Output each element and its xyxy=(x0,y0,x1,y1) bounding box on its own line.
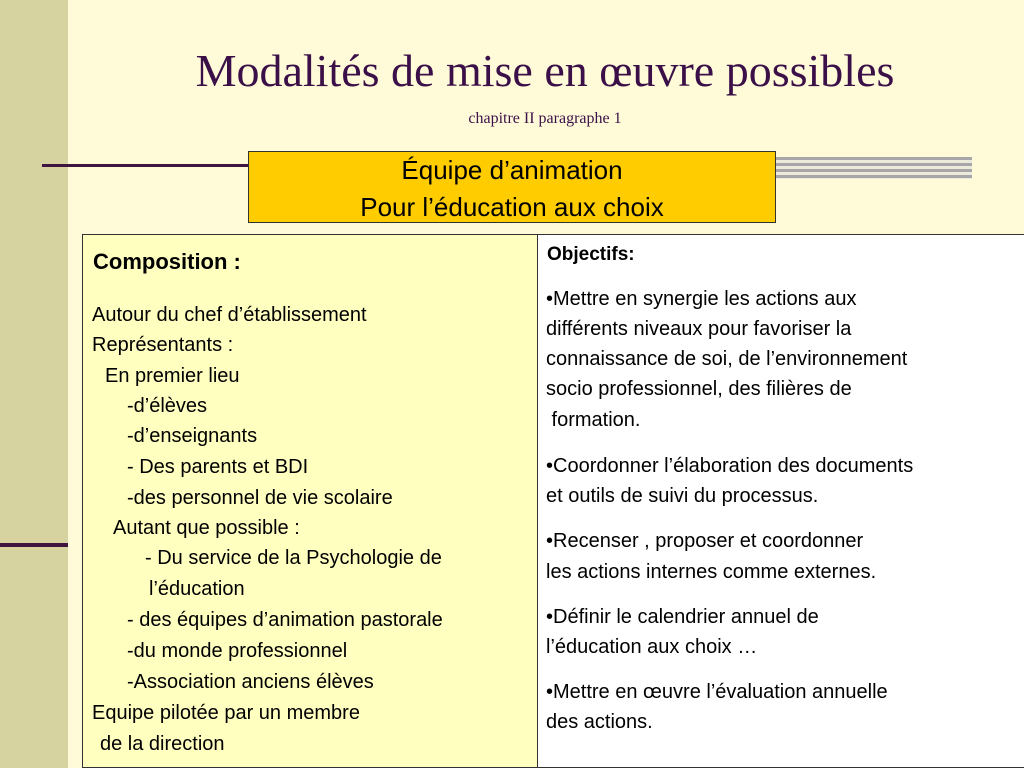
slide-subtitle: chapitre II paragraphe 1 xyxy=(468,110,622,127)
composition-line: l’éducation xyxy=(149,578,245,600)
objectifs-line: différents niveaux pour favoriser la xyxy=(546,318,852,340)
composition-line: - des équipes d’animation pastorale xyxy=(127,609,443,631)
composition-heading: Composition : xyxy=(93,249,241,274)
composition-line: Autant que possible : xyxy=(113,517,300,539)
title-rule-right xyxy=(776,157,972,179)
composition-line: -Association anciens élèves xyxy=(127,671,374,693)
composition-line: Equipe pilotée par un membre xyxy=(92,702,360,724)
left-decor-rule xyxy=(0,543,68,547)
objectifs-line: formation. xyxy=(546,409,641,431)
objectifs-heading: Objectifs: xyxy=(547,244,635,265)
objectifs-line: socio professionnel, des filières de xyxy=(546,378,852,400)
objectifs-line: •Définir le calendrier annuel de xyxy=(546,606,819,628)
composition-line: -d’enseignants xyxy=(127,425,258,447)
team-banner xyxy=(248,151,776,223)
objectifs-line: et outils de suivi du processus. xyxy=(546,485,819,507)
composition-line: En premier lieu xyxy=(105,365,240,387)
composition-line: -du monde professionnel xyxy=(127,640,348,662)
objectifs-line: •Mettre en synergie les actions aux xyxy=(546,288,857,310)
objectifs-line: connaissance de soi, de l’environnement xyxy=(546,348,908,370)
composition-line: - Du service de la Psychologie de xyxy=(145,547,442,569)
composition-line: -des personnel de vie scolaire xyxy=(127,487,393,509)
title-rule-left xyxy=(42,164,248,167)
objectifs-line: l’éducation aux choix … xyxy=(546,636,758,658)
slide-title: Modalités de mise en œuvre possibles xyxy=(195,45,895,96)
objectifs-line: •Coordonner l’élaboration des documents xyxy=(546,455,914,477)
objectifs-line: les actions internes comme externes. xyxy=(546,561,877,583)
objectifs-line: des actions. xyxy=(546,711,653,733)
objectifs-box xyxy=(537,234,1024,768)
banner-line-1: Équipe d’animation xyxy=(401,155,623,185)
composition-line: -d’élèves xyxy=(127,395,208,417)
composition-line: - Des parents et BDI xyxy=(127,456,309,478)
composition-line: de la direction xyxy=(100,733,225,755)
objectifs-line: •Mettre en œuvre l’évaluation annuelle xyxy=(546,681,888,703)
objectifs-line: •Recenser , proposer et coordonner xyxy=(546,530,864,552)
composition-box xyxy=(82,234,538,768)
composition-line: Représentants : xyxy=(92,334,234,356)
banner-line-2: Pour l’éducation aux choix xyxy=(360,192,664,222)
left-decor-band xyxy=(0,0,68,768)
composition-line: Autour du chef d’établissement xyxy=(92,304,367,326)
